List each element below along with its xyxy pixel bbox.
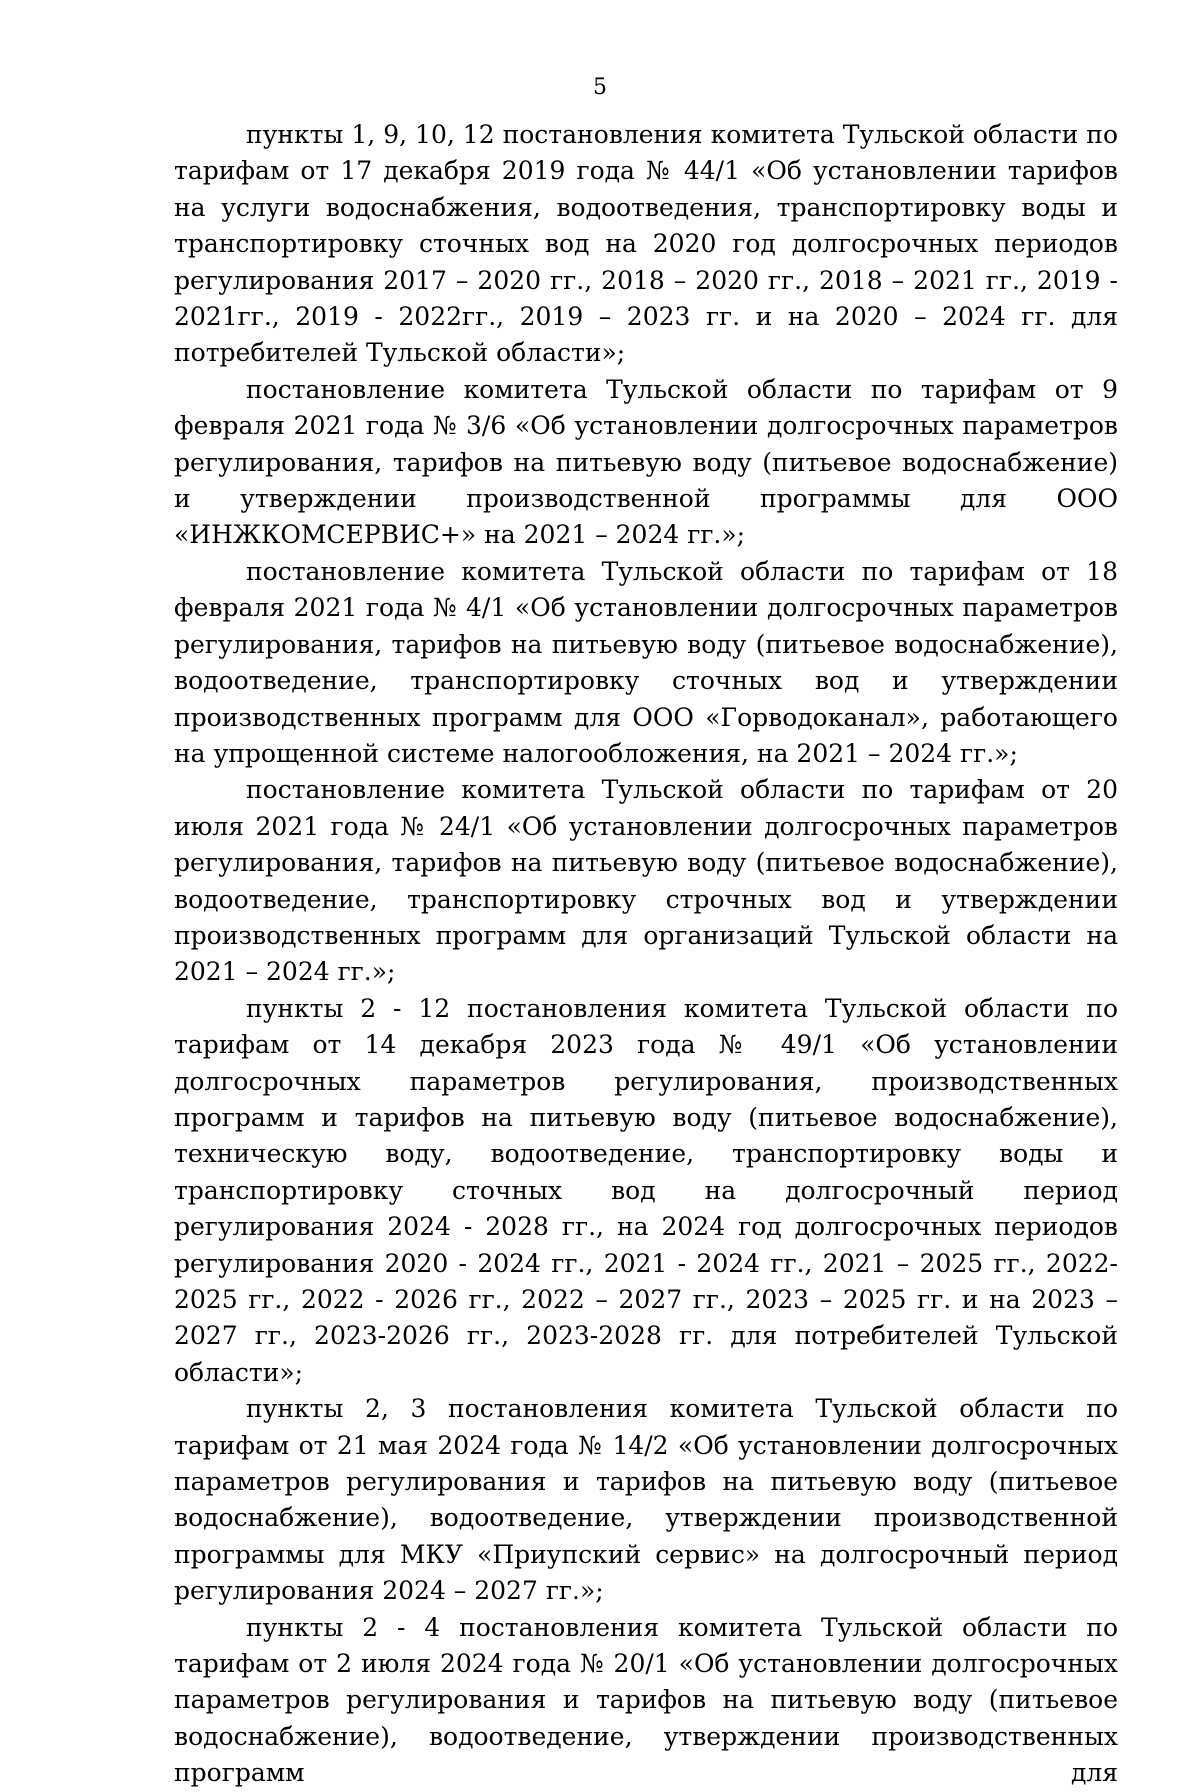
- paragraph-1: пункты 1, 9, 10, 12 постановления комитета Тульской области по тарифам от 17 декабря 2019 года № 44/1 «Об установлении тарифов на услуги водоснабжения, водоотведения, транспортировку воды и транспортировку сточных вод на 2020 год долгосрочных периодов регулирования 2017 – 2020 гг., 2018 – 2020 гг., 2018 – 2021 гг., 2019 - 2021гг., 2019 - 2022гг., 2019 – 2023 гг. и на 2020 – 2024 гг. для потребителей Тульской области»;: [174, 120, 1118, 368]
- document-body: [174, 117, 1118, 1792]
- paragraph-6: пункты 2, 3 постановления комитета Тульской области по тарифам от 21 мая 2024 года № 14/2 «Об установлении долгосрочных параметров регулирования и тарифов на питьевую воду (питьевое водоснабжение), водоотведение, утверждении производственной программы для МКУ «Приупский сервис» на долгосрочный период регулирования 2024 – 2027 гг.»;: [174, 1394, 1118, 1606]
- paragraph-4: постановление комитета Тульской области по тарифам от 20 июля 2021 года № 24/1 «Об установлении долгосрочных параметров регулирования, тарифов на питьевую воду (питьевое водоснабжение), водоотведение, транспортировку строчных вод и утверждении производственных программ для организаций Тульской области на 2021 – 2024 гг.»;: [174, 775, 1118, 987]
- paragraph-7: пункты 2 - 4 постановления комитета Тульской области по тарифам от 2 июля 2024 года № 20/1 «Об установлении долгосрочных параметров регулирования и тарифов на питьевую воду (питьевое водоснабжение), водоотведение, утверждении производственных программ для: [174, 1612, 1118, 1788]
- paragraph-5: пункты 2 - 12 постановления комитета Тульской области по тарифам от 14 декабря 2023 года № 49/1 «Об установлении долгосрочных параметров регулирования, производственных программ и тарифов на питьевую воду (питьевое водоснабжение), техническую воду, водоотведение, транспортировку воды и транспортировку сточных вод на долгосрочный период регулирования 2024 - 2028 гг., на 2024 год долгосрочных периодов регулирования 2020 - 2024 гг., 2021 - 2024 гг., 2021 – 2025 гг., 2022-2025 гг., 2022 - 2026 гг., 2022 – 2027 гг., 2023 – 2025 гг. и на 2023 – 2027 гг., 2023-2026 гг., 2023-2028 гг. для потребителей Тульской области»;: [174, 993, 1118, 1387]
- page-number: 5: [593, 75, 607, 100]
- paragraph-3: постановление комитета Тульской области по тарифам от 18 февраля 2021 года № 4/1 «Об установлении долгосрочных параметров регулирования, тарифов на питьевую воду (питьевое водоснабжение), водоотведение, транспортировку сточных вод и утверждении производственных программ для ООО «Горводоканал», работающего на упрощенной системе налогообложения, на 2021 – 2024 гг.»;: [174, 556, 1118, 768]
- paragraph-2: постановление комитета Тульской области по тарифам от 9 февраля 2021 года № 3/6 «Об установлении долгосрочных параметров регулирования, тарифов на питьевую воду (питьевое водоснабжение) и утверждении производственной программы для ООО «ИНЖКОМСЕРВИС+» на 2021 – 2024 гг.»;: [174, 374, 1118, 550]
